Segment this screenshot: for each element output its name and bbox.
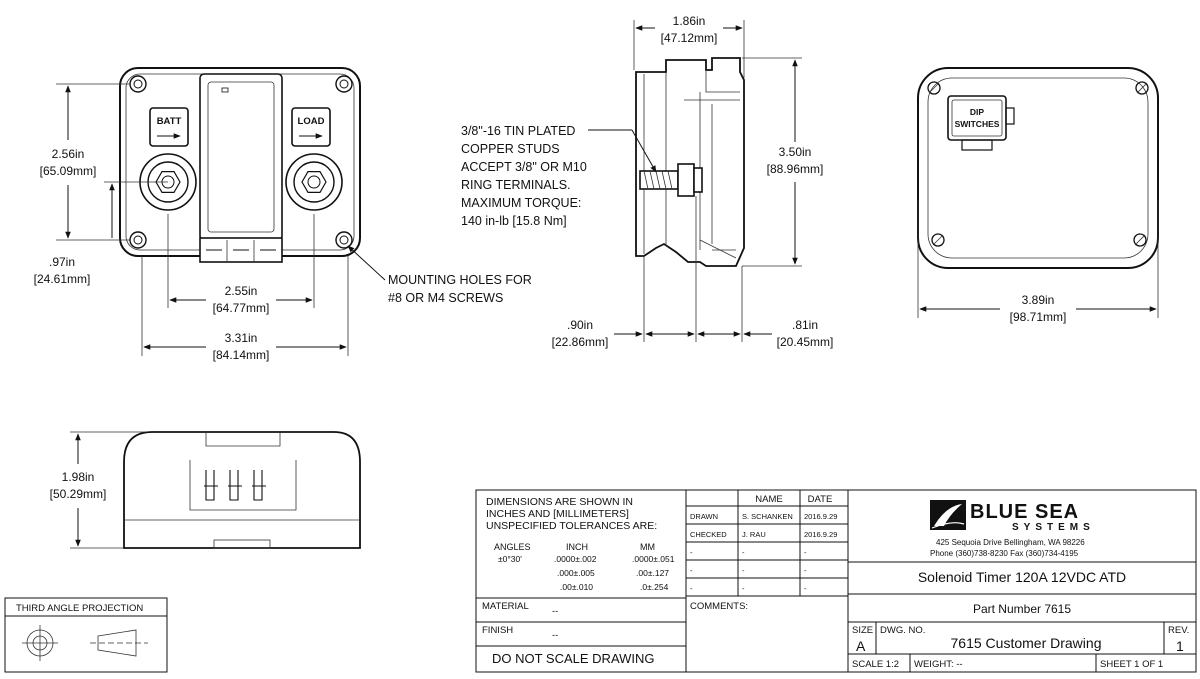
stud-note-line-2: COPPER STUDS (461, 142, 560, 156)
front-width-inch: 3.31in (224, 331, 258, 345)
size-label: SIZE (852, 625, 874, 636)
dip-label-line-2: SWITCHES (954, 119, 1000, 129)
name-header: NAME (755, 494, 783, 505)
stud-note-line-5: MAXIMUM TORQUE: (461, 196, 582, 210)
bottom-view (50, 432, 360, 548)
approval-4-name: - (742, 566, 745, 575)
tol-header-mm: MM (640, 542, 655, 552)
front-width-mm: [84.14mm] (212, 348, 270, 362)
company-address: 425 Sequoia Drive Bellingham, WA 98226 (936, 538, 1085, 547)
side-height-mm: [88.96mm] (766, 162, 824, 176)
dimensions-note-line-3: UNSPECIFIED TOLERANCES ARE: (486, 520, 658, 532)
side-stud-left-inch: .90in (566, 318, 594, 332)
back-width-inch: 3.89in (1021, 293, 1055, 307)
stud-note-line-3: ACCEPT 3/8" OR M10 (461, 160, 587, 174)
approval-5-name: - (742, 584, 745, 593)
front-hole-offset-mm: [24.61mm] (33, 272, 91, 286)
mounting-note-line-1: MOUNTING HOLES FOR (388, 273, 532, 287)
finish-label: FINISH (482, 625, 514, 636)
material-value: -- (552, 606, 559, 617)
size-value: A (856, 638, 866, 654)
approval-5-role: - (690, 584, 693, 593)
back-view (918, 68, 1158, 324)
company-name: BLUE SEA (970, 501, 1080, 523)
tol-angles-value: ±0°30' (498, 554, 522, 564)
front-view (34, 68, 532, 362)
front-height-inch: 2.56in (51, 147, 85, 161)
tol-row-1-mm: .0000±.051 (632, 554, 675, 564)
stud-note-line-6: 140 in-lb [15.8 Nm] (461, 214, 567, 228)
load-label: LOAD (297, 116, 325, 127)
side-stud-left-mm: [22.86mm] (551, 335, 609, 349)
side-depth-inch: 1.86in (672, 14, 706, 28)
batt-label: BATT (156, 116, 182, 127)
stud-note-line-4: RING TERMINALS. (461, 178, 571, 192)
company-sub: SYSTEMS (1012, 522, 1095, 533)
sheet: SHEET 1 OF 1 (1100, 659, 1164, 670)
material-label: MATERIAL (482, 601, 529, 612)
side-view (461, 14, 833, 349)
bottom-height-mm: [50.29mm] (49, 487, 107, 501)
mounting-note-line-2: #8 OR M4 SCREWS (388, 291, 504, 305)
rev-label: REV. (1168, 625, 1190, 636)
approval-1-role: DRAWN (690, 512, 719, 521)
tol-row-1-inch: .0000±.002 (554, 554, 597, 564)
comments-label: COMMENTS: (690, 601, 749, 612)
approval-5-date: - (804, 584, 807, 593)
weight: WEIGHT: -- (914, 659, 963, 670)
approval-2-date: 2016.9.29 (804, 530, 838, 539)
dwg-value: 7615 Customer Drawing (950, 635, 1102, 651)
finish-value: -- (552, 630, 559, 641)
side-depth-mm: [47.12mm] (660, 31, 718, 45)
tol-row-3-mm: .0±.254 (640, 582, 669, 592)
stud-load (286, 154, 342, 210)
tol-row-2-inch: .000±.005 (557, 568, 595, 578)
stud-note-line-1: 3/8"-16 TIN PLATED (461, 124, 576, 138)
projection-cone-icon (90, 630, 148, 656)
approval-1-date: 2016.9.29 (804, 512, 838, 521)
front-hole-spacing-inch: 2.55in (224, 284, 258, 298)
title-block (476, 490, 1196, 672)
front-hole-spacing-mm: [64.77mm] (212, 301, 270, 315)
third-angle-projection (5, 598, 167, 672)
approval-3-role: - (690, 548, 693, 557)
tol-header-inch: INCH (566, 542, 588, 552)
date-header: DATE (807, 494, 833, 505)
projection-label: THIRD ANGLE PROJECTION (16, 603, 144, 614)
scale: SCALE 1:2 (852, 659, 899, 670)
bottom-height-inch: 1.98in (61, 470, 95, 484)
blue-sea-logo-icon (930, 500, 966, 530)
approval-4-role: - (690, 566, 693, 575)
projection-circle-icon (22, 625, 58, 661)
dimensions-note-line-1: DIMENSIONS ARE SHOWN IN (486, 496, 634, 508)
approval-1-name: S. SCHANKEN (742, 512, 793, 521)
front-height-mm: [65.09mm] (39, 164, 97, 178)
company-phone: Phone (360)738-8230 Fax (360)734-4195 (930, 549, 1079, 558)
tol-row-3-inch: .00±.010 (560, 582, 594, 592)
rev-value: 1 (1176, 638, 1184, 654)
approval-4-date: - (804, 566, 807, 575)
approval-2-name: J. RAU (742, 530, 766, 539)
side-height-inch: 3.50in (778, 145, 812, 159)
approval-3-name: - (742, 548, 745, 557)
approval-3-date: - (804, 548, 807, 557)
dip-label-line-1: DIP (969, 107, 985, 117)
dwg-label: DWG. NO. (880, 625, 926, 636)
front-hole-offset-inch: .97in (48, 255, 76, 269)
part-number: Part Number 7615 (972, 602, 1072, 616)
do-not-scale: DO NOT SCALE DRAWING (492, 651, 655, 666)
side-stud-right-inch: .81in (791, 318, 819, 332)
side-stud-right-mm: [20.45mm] (776, 335, 834, 349)
approval-2-role: CHECKED (690, 530, 727, 539)
tol-row-2-mm: .00±.127 (636, 568, 670, 578)
dimensions-note-line-2: INCHES AND [MILLIMETERS] (486, 508, 629, 520)
tol-header-angles: ANGLES (494, 542, 531, 552)
back-width-mm: [98.71mm] (1009, 310, 1067, 324)
product-title: Solenoid Timer 120A 12VDC ATD (917, 569, 1127, 585)
